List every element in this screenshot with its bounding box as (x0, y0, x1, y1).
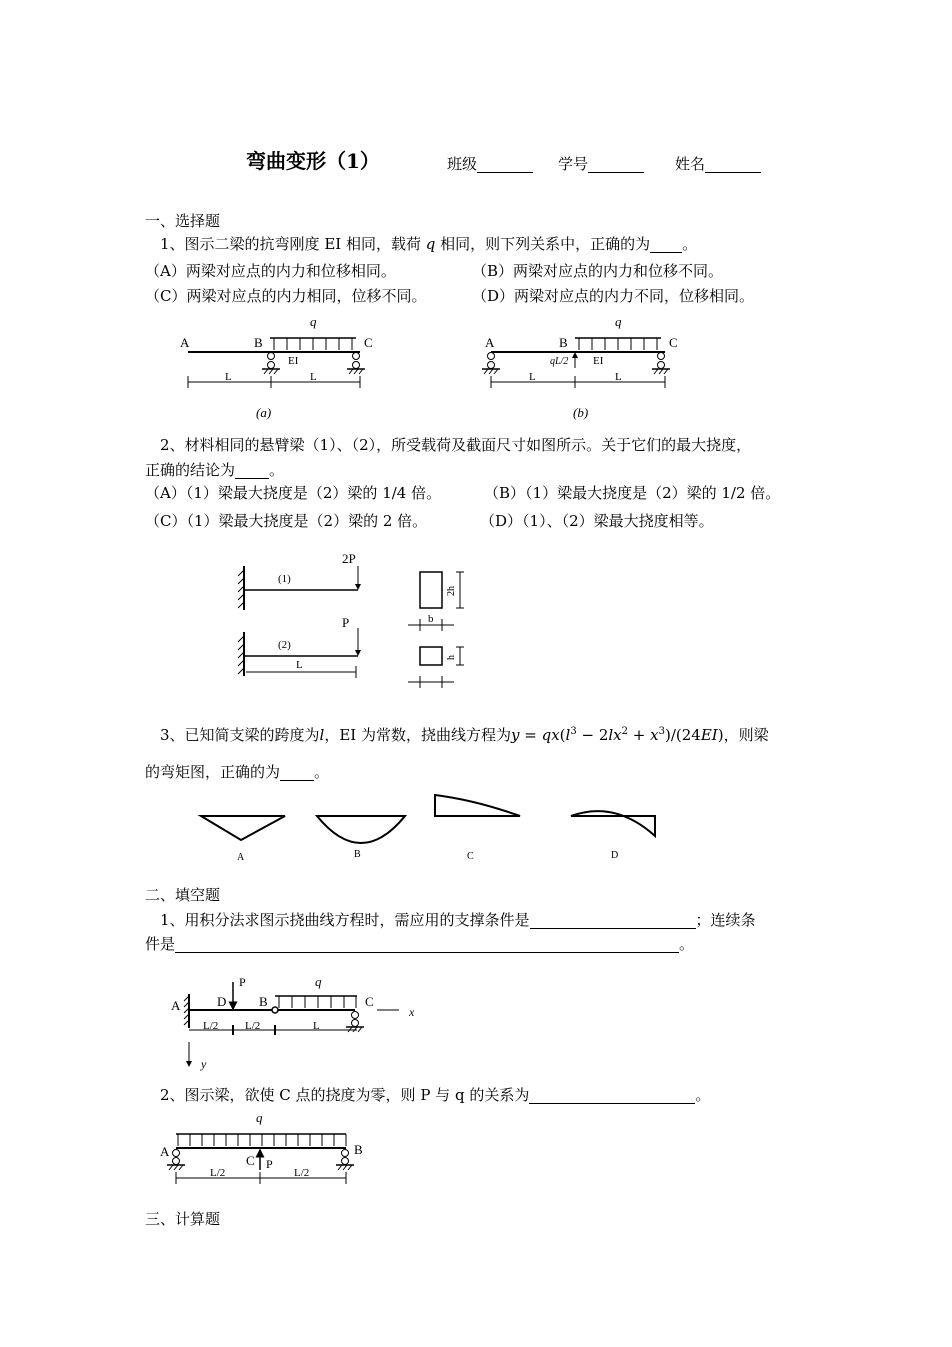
fill-q2-stem-end: 。 (695, 1086, 711, 1104)
load-p-label: P (239, 975, 246, 989)
diagram-b-parabola (317, 816, 405, 843)
q2-stem-end: 。 (269, 461, 285, 479)
dimension-line (188, 376, 360, 388)
load-label-q: q (256, 1110, 263, 1125)
beam-1-label: (1) (278, 573, 291, 585)
section-2-height-label: h (446, 655, 457, 660)
q2-stem-line2 (145, 461, 284, 479)
diagram-a-triangle (201, 816, 285, 840)
section-1-dims (408, 572, 464, 631)
q1-stem-end: 。 (682, 235, 698, 253)
q1-q-symbol: q (425, 235, 436, 253)
q3-stem-line2 (145, 763, 329, 781)
dim-l-left: L (529, 371, 536, 383)
point-a-label: A (180, 335, 190, 350)
q1-stem (160, 235, 697, 253)
q2-stem-a: 正确的结论为 (145, 461, 236, 479)
ei-label: EI (593, 355, 604, 367)
dim-l-right: L (310, 371, 317, 383)
diagram-b-label: B (354, 849, 361, 860)
q1-answer-blank[interactable] (650, 238, 682, 253)
diagram-c-label: C (467, 851, 474, 862)
fill-q2-line (160, 1086, 710, 1104)
point-b-label: B (559, 335, 568, 350)
q3-span-symbol: l (319, 726, 325, 744)
beam-2-label: (2) (278, 639, 291, 651)
q2-option-a: （A）（1）梁最大挠度是（2）梁的 1/4 倍。 (145, 484, 442, 502)
point-a-label: A (171, 998, 181, 1013)
support-c (347, 353, 365, 375)
section3-heading: 三、计算题 (145, 1210, 221, 1228)
q3-stem-a: 3、已知简支梁的跨度为 (160, 726, 320, 744)
fill-q1-line1 (160, 911, 756, 929)
point-c-label: C (365, 994, 374, 1009)
load-p-label: P (266, 1157, 273, 1171)
ei-label: EI (288, 355, 299, 367)
fixed-wall-1 (238, 566, 244, 610)
dim-bc-label: L (313, 1020, 320, 1032)
fill-q1-line2 (145, 935, 694, 953)
fill-q1-stem-end: 。 (679, 935, 695, 953)
fill-q2-stem-a: 2、图示梁，欲使 C 点的挠度为零，则 P 与 q 的关系为 (160, 1086, 530, 1104)
point-d-label: D (217, 994, 227, 1009)
dim-l-right: L (615, 371, 622, 383)
point-b-label: B (254, 335, 263, 350)
point-b-label: B (354, 1142, 363, 1157)
section1-heading: 一、选择题 (145, 212, 221, 230)
q2-stem-line1: 2、材料相同的悬臂梁（1）、（2），所受载荷及截面尺寸如图所示。关于它们的最大挠度， (160, 436, 752, 454)
q1-stem-b: 相同，则下列关系中，正确的为 (440, 235, 651, 253)
id-label: 学号 (558, 155, 589, 173)
support-a (167, 1150, 185, 1171)
support-condition-blank[interactable] (530, 914, 696, 929)
length-label: L (296, 659, 303, 671)
load-label-q: q (315, 974, 322, 989)
q1-option-a: （A）两梁对应点的内力和位移相同。 (145, 262, 396, 280)
load-arrows (279, 996, 356, 1008)
dim-cb-label: L/2 (294, 1167, 310, 1179)
support-a (482, 353, 500, 375)
dimension-line (176, 1172, 346, 1184)
q1-option-b: （B）两梁对应点的内力和位移不同。 (472, 262, 724, 280)
fixed-wall-2 (238, 632, 244, 676)
q2-option-d: （D）（1）、（2）梁最大挠度相等。 (480, 512, 714, 530)
name-label: 姓名 (675, 155, 706, 173)
support-c (346, 1012, 364, 1033)
support-b (336, 1150, 354, 1171)
fixed-wall-a (184, 994, 189, 1028)
fill-q1-stem2-a: 件是 (145, 935, 176, 953)
dim-db-label: L/2 (245, 1020, 261, 1032)
diagram-a-label: A (237, 852, 245, 863)
q2-option-b: （B）（1）梁最大挠度是（2）梁的 1/2 倍。 (484, 484, 781, 502)
q1-option-d: （D）两梁对应点的内力不同，位移相同。 (472, 287, 755, 305)
id-blank[interactable] (588, 158, 644, 173)
support-c (652, 353, 670, 375)
q3-stem2-a: 的弯矩图，正确的为 (145, 763, 281, 781)
load-label-q: q (615, 314, 622, 329)
support-b (262, 353, 280, 375)
section-2-dims (408, 647, 464, 688)
fill-q1-stem-b: ；连续条 (695, 911, 756, 929)
continuity-condition-blank[interactable] (175, 938, 679, 953)
dim-l-left: L (225, 371, 232, 383)
moment-diagram-options (195, 790, 665, 865)
point-b-label: B (259, 994, 268, 1009)
p-q-relation-blank[interactable] (529, 1089, 695, 1104)
page-title: 弯曲变形（1） (246, 149, 380, 173)
diagram-c-curve (435, 795, 520, 816)
beam-figure-b (475, 312, 695, 424)
fill-q1-stem-a: 1、用积分法求图示挠曲线方程时，需应用的支撑条件是 (160, 911, 530, 929)
q3-answer-blank[interactable] (280, 766, 314, 781)
load-label-q: q (310, 314, 317, 329)
q1-option-c: （C）两梁对应点的内力相同，位移不同。 (145, 287, 427, 305)
diagram-d-curve (571, 811, 655, 836)
section-2-rect (420, 647, 442, 665)
point-c-label: C (246, 1153, 255, 1168)
y-axis-label: y (201, 1057, 207, 1071)
fill-q2-beam-figure (158, 1108, 378, 1188)
load-2p-label: 2P (342, 551, 356, 566)
name-field (675, 155, 761, 173)
point-a-label: A (485, 335, 495, 350)
x-axis-label: x (409, 1005, 415, 1019)
point-c-label: C (669, 335, 678, 350)
beam-figure-a (170, 312, 390, 424)
section-1-rect (420, 572, 442, 608)
dim-ac-label: L/2 (210, 1167, 226, 1179)
deflection-equation-cont: = $qx(l^3 - 2lx^2 + x^3)/(24EI)$ (519, 726, 724, 744)
cantilever-figure (232, 548, 482, 690)
caption-b: (b) (573, 405, 589, 420)
class-blank[interactable] (477, 158, 533, 173)
load-arrows (274, 338, 352, 350)
q3-stem-line1 (160, 723, 769, 744)
id-field (558, 155, 644, 173)
load-arrows (579, 338, 657, 350)
section2-heading: 二、填空题 (145, 886, 221, 904)
ql2-label: qL/2 (550, 356, 569, 367)
q2-option-c: （C）（1）梁最大挠度是（2）梁的 2 倍。 (145, 512, 428, 530)
load-arrows (178, 1134, 346, 1146)
q3-stem-end: 。 (314, 763, 330, 781)
q3-stem-c: ，则梁 (723, 726, 769, 744)
section-1-height-label: 2h (446, 586, 457, 596)
diagram-d-label: D (611, 850, 619, 861)
class-field (447, 155, 533, 173)
deflection-equation: y (511, 726, 520, 744)
point-a-label: A (160, 1144, 170, 1159)
q1-stem-a: 1、图示二梁的抗弯刚度 EI 相同，载荷 (160, 235, 421, 253)
point-c-label: C (364, 335, 373, 350)
hinge-b (272, 1007, 278, 1013)
caption-a: (a) (256, 405, 272, 420)
q2-answer-blank[interactable] (235, 464, 269, 479)
q3-stem-b: ，EI 为常数，挠曲线方程为 (324, 726, 512, 744)
load-p-label: P (342, 615, 350, 630)
dim-ad-label: L/2 (203, 1020, 219, 1032)
fill-q1-beam-figure (165, 972, 425, 1072)
section-1-width-label: b (428, 613, 434, 625)
dimension-line (491, 376, 665, 388)
name-blank[interactable] (705, 158, 761, 173)
class-label: 班级 (447, 155, 478, 173)
